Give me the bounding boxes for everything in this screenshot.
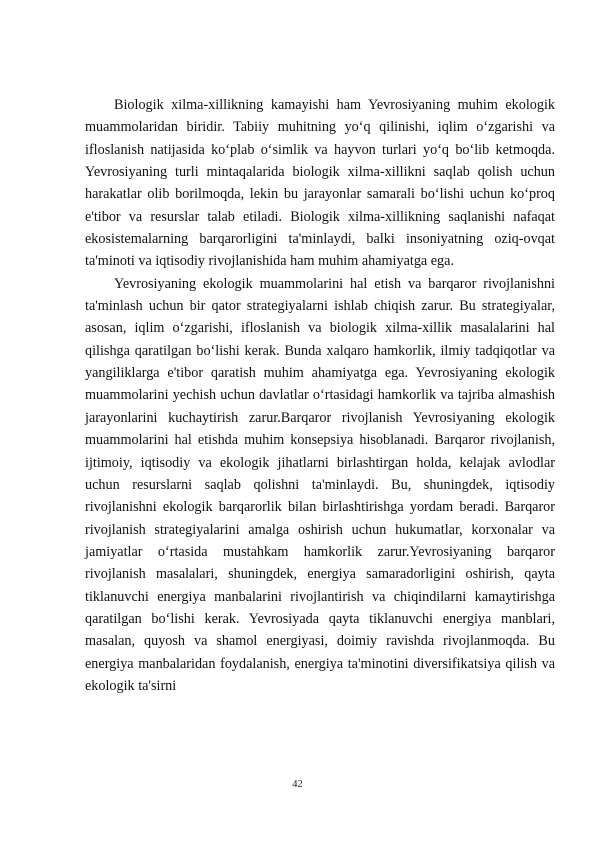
paragraph-biodiversity: Biologik xilma-xillikning kamayishi ham Yevrosiyaning muhim ekologik muammolaridan biridir. Tabiiy muhitning yo‘q qilinishi, iqlim o‘zgarishi va ifloslanish natijasida ko‘plab o‘simlik va hayvon turlari yo‘q bo‘lib ketmoqda. Yevrosiyaning turli mintaqalarida biologik xilma-xillikni saqlab qolish uchun harakatlar olib borilmoqda, lekin bu jarayonlar samarali bo‘lishi uchun ko‘proq e'tibor va resurslar talab etiladi. Biologik xilma-xillikning saqlanishi nafaqat ekosistemalarning barqarorligini ta'minlaydi, balki insoniyatning oziq-ovqat ta'minoti va iqtisodiy rivojlanishida ham muhim ahamiyatga ega.	[85, 97, 555, 270]
body-text	[85, 94, 555, 697]
paragraph-sustainable-development: Yevrosiyaning ekologik muammolarini hal etish va barqaror rivojlanishni ta'minlash uchun bir qator strategiyalarni ishlab chiqish zarur. Bu strategiyalar, asosan, iqlim o‘zgarishi, ifloslanish va biologik xilma-xillik masalalarini hal qilishga qaratilgan bo‘lishi kerak. Bunda xalqaro hamkorlik, ilmiy tadqiqotlar va yangiliklarga e'tibor qaratish muhim ahamiyatga ega. Yevrosiyaning ekologik muammolarini yechish uchun davlatlar o‘rtasidagi hamkorlik va tajriba almashish jarayonlarini kuchaytirish zarur.Barqaror rivojlanish Yevrosiyaning ekologik muammolarini hal etishda muhim konsepsiya hisoblanadi. Barqaror rivojlanish, ijtimoiy, iqtisodiy va ekologik jihatlarni birlashtirgan holda, kelajak avlodlar uchun resurslarni saqlab qolishni ta'minlaydi. Bu, shuningdek, iqtisodiy rivojlanishni ekologik barqarorlik bilan birlashtirishga yordam beradi. Barqaror rivojlanish strategiyalarini amalga oshirish uchun hukumatlar, korxonalar va jamiyatlar o‘rtasida mustahkam hamkorlik zarur.Yevrosiyaning barqaror rivojlanish masalalari, shuningdek, energiya samaradorligini oshirish, qayta tiklanuvchi energiya manbalarini rivojlantirish va chiqindilarni kamaytirishga qaratilgan bo‘lishi kerak. Yevrosiyada qayta tiklanuvchi energiya manblari, masalan, quyosh va shamol energiyasi, doimiy ravishda rivojlanmoqda. Bu energiya manbalaridan foydalanish, energiya ta'minotini diversifikatsiya qilish va ekologik ta'sirni	[85, 275, 555, 694]
page-number: 42	[292, 779, 303, 790]
